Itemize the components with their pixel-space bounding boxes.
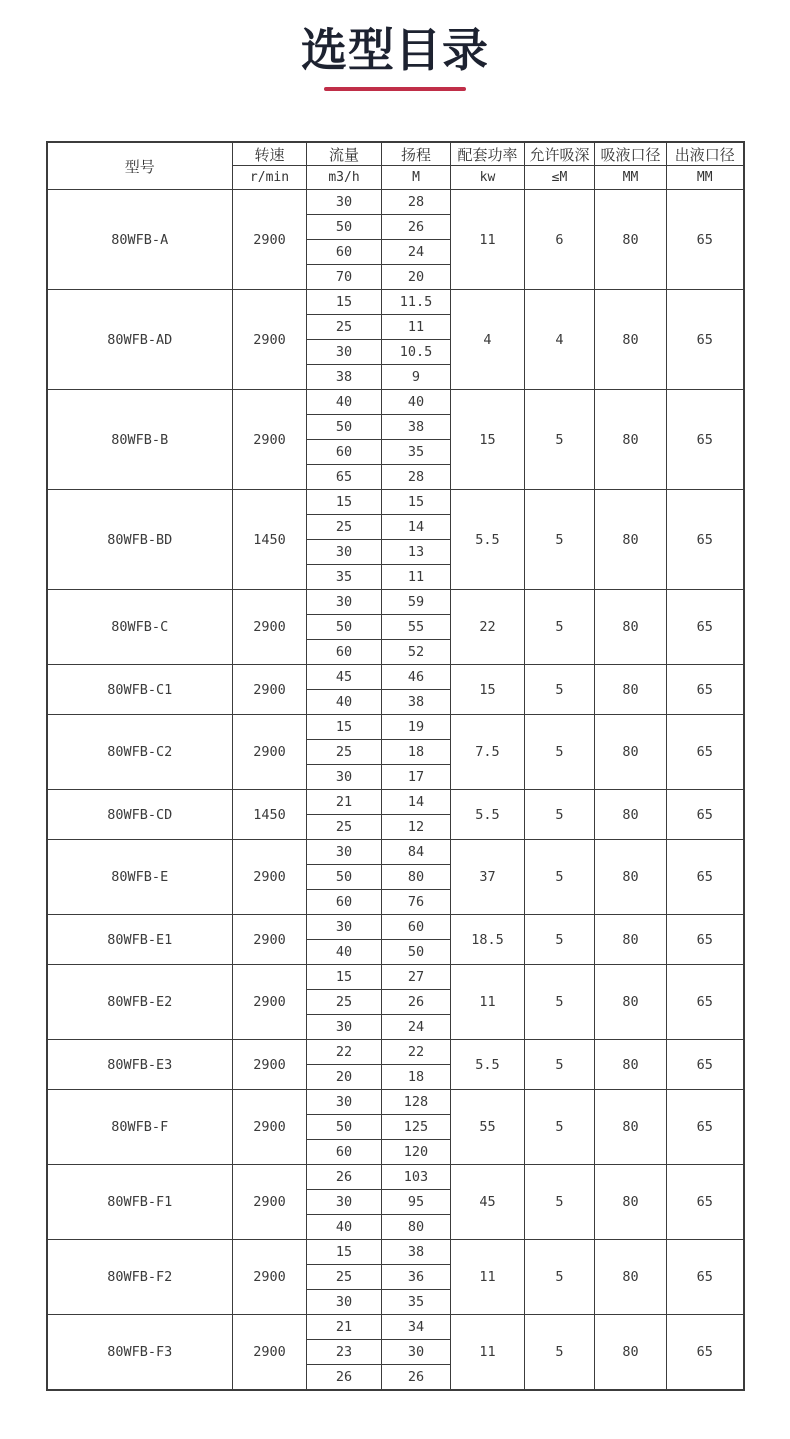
col-unit-speed: r/min	[233, 166, 307, 190]
head-cell: 95	[382, 1190, 451, 1215]
head-cell: 76	[382, 890, 451, 915]
inlet-diameter-cell: 80	[595, 840, 667, 915]
flow-cell: 30	[307, 190, 382, 215]
model-cell: 80WFB-F3	[47, 1315, 233, 1390]
outlet-diameter-cell: 65	[667, 190, 744, 290]
table-row	[47, 390, 744, 415]
inlet-diameter-cell: 80	[595, 715, 667, 790]
flow-cell: 30	[307, 590, 382, 615]
table-row	[47, 915, 744, 940]
outlet-diameter-cell: 65	[667, 1240, 744, 1315]
power-cell: 45	[451, 1165, 525, 1240]
model-cell: 80WFB-E2	[47, 965, 233, 1040]
table-row	[47, 590, 744, 615]
inlet-diameter-cell: 80	[595, 1165, 667, 1240]
title-underline	[324, 87, 466, 91]
model-cell: 80WFB-F1	[47, 1165, 233, 1240]
speed-cell: 2900	[233, 190, 307, 290]
col-header-head: 扬程	[382, 142, 451, 166]
flow-cell: 25	[307, 990, 382, 1015]
flow-cell: 50	[307, 1115, 382, 1140]
head-cell: 13	[382, 540, 451, 565]
head-cell: 80	[382, 865, 451, 890]
head-cell: 128	[382, 1090, 451, 1115]
power-cell: 5.5	[451, 490, 525, 590]
flow-cell: 40	[307, 1215, 382, 1240]
flow-cell: 60	[307, 890, 382, 915]
outlet-diameter-cell: 65	[667, 390, 744, 490]
power-cell: 7.5	[451, 715, 525, 790]
head-cell: 60	[382, 915, 451, 940]
head-cell: 35	[382, 440, 451, 465]
power-cell: 11	[451, 190, 525, 290]
head-cell: 80	[382, 1215, 451, 1240]
speed-cell: 2900	[233, 715, 307, 790]
head-cell: 11.5	[382, 290, 451, 315]
flow-cell: 50	[307, 415, 382, 440]
head-cell: 14	[382, 790, 451, 815]
head-cell: 20	[382, 265, 451, 290]
head-cell: 26	[382, 215, 451, 240]
col-unit-power: kw	[451, 166, 525, 190]
flow-cell: 40	[307, 390, 382, 415]
outlet-diameter-cell: 65	[667, 1315, 744, 1390]
flow-cell: 15	[307, 490, 382, 515]
suction-depth-cell: 5	[525, 590, 595, 665]
inlet-diameter-cell: 80	[595, 915, 667, 965]
col-header-flow: 流量	[307, 142, 382, 166]
speed-cell: 2900	[233, 665, 307, 715]
col-header-model: 型号	[47, 142, 233, 190]
power-cell: 11	[451, 1315, 525, 1390]
head-cell: 28	[382, 190, 451, 215]
outlet-diameter-cell: 65	[667, 290, 744, 390]
flow-cell: 60	[307, 1140, 382, 1165]
flow-cell: 60	[307, 640, 382, 665]
speed-cell: 1450	[233, 790, 307, 840]
speed-cell: 2900	[233, 965, 307, 1040]
speed-cell: 2900	[233, 840, 307, 915]
inlet-diameter-cell: 80	[595, 790, 667, 840]
head-cell: 103	[382, 1165, 451, 1190]
speed-cell: 2900	[233, 915, 307, 965]
table-row	[47, 1240, 744, 1265]
flow-cell: 30	[307, 1015, 382, 1040]
head-cell: 24	[382, 240, 451, 265]
flow-cell: 15	[307, 965, 382, 990]
suction-depth-cell: 5	[525, 965, 595, 1040]
head-cell: 34	[382, 1315, 451, 1340]
outlet-diameter-cell: 65	[667, 840, 744, 915]
table-row	[47, 840, 744, 865]
flow-cell: 60	[307, 440, 382, 465]
flow-cell: 38	[307, 365, 382, 390]
model-cell: 80WFB-CD	[47, 790, 233, 840]
head-cell: 125	[382, 1115, 451, 1140]
power-cell: 18.5	[451, 915, 525, 965]
power-cell: 55	[451, 1090, 525, 1165]
outlet-diameter-cell: 65	[667, 1040, 744, 1090]
flow-cell: 30	[307, 1290, 382, 1315]
speed-cell: 2900	[233, 1240, 307, 1315]
suction-depth-cell: 5	[525, 915, 595, 965]
inlet-diameter-cell: 80	[595, 965, 667, 1040]
model-cell: 80WFB-C	[47, 590, 233, 665]
suction-depth-cell: 5	[525, 1040, 595, 1090]
suction-depth-cell: 5	[525, 390, 595, 490]
col-unit-inlet-diameter: MM	[595, 166, 667, 190]
model-cell: 80WFB-BD	[47, 490, 233, 590]
flow-cell: 25	[307, 1265, 382, 1290]
head-cell: 30	[382, 1340, 451, 1365]
table-header	[47, 142, 744, 190]
head-cell: 46	[382, 665, 451, 690]
head-cell: 12	[382, 815, 451, 840]
outlet-diameter-cell: 65	[667, 1165, 744, 1240]
head-cell: 55	[382, 615, 451, 640]
head-cell: 24	[382, 1015, 451, 1040]
head-cell: 15	[382, 490, 451, 515]
flow-cell: 15	[307, 290, 382, 315]
outlet-diameter-cell: 65	[667, 965, 744, 1040]
inlet-diameter-cell: 80	[595, 590, 667, 665]
flow-cell: 30	[307, 765, 382, 790]
speed-cell: 2900	[233, 1315, 307, 1390]
head-cell: 19	[382, 715, 451, 740]
suction-depth-cell: 5	[525, 840, 595, 915]
head-cell: 59	[382, 590, 451, 615]
flow-cell: 50	[307, 615, 382, 640]
outlet-diameter-cell: 65	[667, 590, 744, 665]
model-cell: 80WFB-F	[47, 1090, 233, 1165]
suction-depth-cell: 5	[525, 790, 595, 840]
flow-cell: 25	[307, 315, 382, 340]
flow-cell: 50	[307, 215, 382, 240]
flow-cell: 70	[307, 265, 382, 290]
table-row	[47, 1040, 744, 1065]
table-row	[47, 665, 744, 690]
flow-cell: 25	[307, 515, 382, 540]
suction-depth-cell: 4	[525, 290, 595, 390]
flow-cell: 30	[307, 340, 382, 365]
suction-depth-cell: 6	[525, 190, 595, 290]
model-cell: 80WFB-A	[47, 190, 233, 290]
col-header-speed: 转速	[233, 142, 307, 166]
model-cell: 80WFB-B	[47, 390, 233, 490]
power-cell: 5.5	[451, 790, 525, 840]
outlet-diameter-cell: 65	[667, 665, 744, 715]
flow-cell: 40	[307, 940, 382, 965]
flow-cell: 30	[307, 1190, 382, 1215]
power-cell: 15	[451, 665, 525, 715]
table-row	[47, 490, 744, 515]
suction-depth-cell: 5	[525, 1090, 595, 1165]
speed-cell: 2900	[233, 1090, 307, 1165]
table-row	[47, 190, 744, 215]
inlet-diameter-cell: 80	[595, 1040, 667, 1090]
model-cell: 80WFB-C1	[47, 665, 233, 715]
inlet-diameter-cell: 80	[595, 1090, 667, 1165]
head-cell: 11	[382, 315, 451, 340]
model-cell: 80WFB-C2	[47, 715, 233, 790]
suction-depth-cell: 5	[525, 1240, 595, 1315]
speed-cell: 2900	[233, 1165, 307, 1240]
model-cell: 80WFB-E3	[47, 1040, 233, 1090]
head-cell: 35	[382, 1290, 451, 1315]
head-cell: 18	[382, 1065, 451, 1090]
head-cell: 120	[382, 1140, 451, 1165]
page-title: 选型目录	[301, 23, 489, 77]
speed-cell: 2900	[233, 590, 307, 665]
table-row	[47, 1090, 744, 1115]
inlet-diameter-cell: 80	[595, 290, 667, 390]
head-cell: 28	[382, 465, 451, 490]
speed-cell: 2900	[233, 390, 307, 490]
col-unit-flow: m3/h	[307, 166, 382, 190]
model-cell: 80WFB-F2	[47, 1240, 233, 1315]
table-row	[47, 715, 744, 740]
head-cell: 38	[382, 415, 451, 440]
col-unit-outlet-diameter: MM	[667, 166, 744, 190]
head-cell: 14	[382, 515, 451, 540]
power-cell: 37	[451, 840, 525, 915]
head-cell: 18	[382, 740, 451, 765]
selection-table	[46, 141, 745, 1391]
head-cell: 26	[382, 1365, 451, 1390]
flow-cell: 30	[307, 915, 382, 940]
suction-depth-cell: 5	[525, 715, 595, 790]
header-row-labels	[47, 142, 744, 166]
power-cell: 5.5	[451, 1040, 525, 1090]
head-cell: 22	[382, 1040, 451, 1065]
head-cell: 40	[382, 390, 451, 415]
flow-cell: 65	[307, 465, 382, 490]
model-cell: 80WFB-E1	[47, 915, 233, 965]
outlet-diameter-cell: 65	[667, 490, 744, 590]
model-cell: 80WFB-AD	[47, 290, 233, 390]
head-cell: 17	[382, 765, 451, 790]
inlet-diameter-cell: 80	[595, 665, 667, 715]
table-row	[47, 965, 744, 990]
power-cell: 4	[451, 290, 525, 390]
outlet-diameter-cell: 65	[667, 1090, 744, 1165]
head-cell: 52	[382, 640, 451, 665]
flow-cell: 60	[307, 240, 382, 265]
inlet-diameter-cell: 80	[595, 390, 667, 490]
flow-cell: 26	[307, 1165, 382, 1190]
col-header-outlet-diameter: 出液口径	[667, 142, 744, 166]
head-cell: 26	[382, 990, 451, 1015]
flow-cell: 15	[307, 715, 382, 740]
outlet-diameter-cell: 65	[667, 915, 744, 965]
head-cell: 84	[382, 840, 451, 865]
col-header-power: 配套功率	[451, 142, 525, 166]
outlet-diameter-cell: 65	[667, 790, 744, 840]
power-cell: 11	[451, 1240, 525, 1315]
suction-depth-cell: 5	[525, 1315, 595, 1390]
col-header-inlet-diameter: 吸液口径	[595, 142, 667, 166]
power-cell: 11	[451, 965, 525, 1040]
flow-cell: 22	[307, 1040, 382, 1065]
table-row	[47, 290, 744, 315]
model-cell: 80WFB-E	[47, 840, 233, 915]
head-cell: 11	[382, 565, 451, 590]
flow-cell: 30	[307, 1090, 382, 1115]
power-cell: 22	[451, 590, 525, 665]
col-unit-head: M	[382, 166, 451, 190]
flow-cell: 50	[307, 865, 382, 890]
flow-cell: 21	[307, 790, 382, 815]
power-cell: 15	[451, 390, 525, 490]
speed-cell: 2900	[233, 1040, 307, 1090]
flow-cell: 35	[307, 565, 382, 590]
flow-cell: 23	[307, 1340, 382, 1365]
flow-cell: 20	[307, 1065, 382, 1090]
head-cell: 27	[382, 965, 451, 990]
suction-depth-cell: 5	[525, 1165, 595, 1240]
table-row	[47, 790, 744, 815]
inlet-diameter-cell: 80	[595, 490, 667, 590]
inlet-diameter-cell: 80	[595, 1315, 667, 1390]
flow-cell: 21	[307, 1315, 382, 1340]
inlet-diameter-cell: 80	[595, 190, 667, 290]
suction-depth-cell: 5	[525, 490, 595, 590]
flow-cell: 40	[307, 690, 382, 715]
suction-depth-cell: 5	[525, 665, 595, 715]
flow-cell: 30	[307, 540, 382, 565]
table-row	[47, 1315, 744, 1340]
speed-cell: 1450	[233, 490, 307, 590]
table-body	[47, 190, 744, 1390]
flow-cell: 15	[307, 1240, 382, 1265]
head-cell: 50	[382, 940, 451, 965]
flow-cell: 26	[307, 1365, 382, 1390]
head-cell: 38	[382, 690, 451, 715]
head-cell: 10.5	[382, 340, 451, 365]
flow-cell: 30	[307, 840, 382, 865]
head-cell: 38	[382, 1240, 451, 1265]
outlet-diameter-cell: 65	[667, 715, 744, 790]
head-cell: 9	[382, 365, 451, 390]
flow-cell: 25	[307, 815, 382, 840]
speed-cell: 2900	[233, 290, 307, 390]
col-unit-suction-depth: ≤M	[525, 166, 595, 190]
head-cell: 36	[382, 1265, 451, 1290]
table-row	[47, 1165, 744, 1190]
flow-cell: 45	[307, 665, 382, 690]
col-header-suction-depth: 允许吸深	[525, 142, 595, 166]
inlet-diameter-cell: 80	[595, 1240, 667, 1315]
flow-cell: 25	[307, 740, 382, 765]
